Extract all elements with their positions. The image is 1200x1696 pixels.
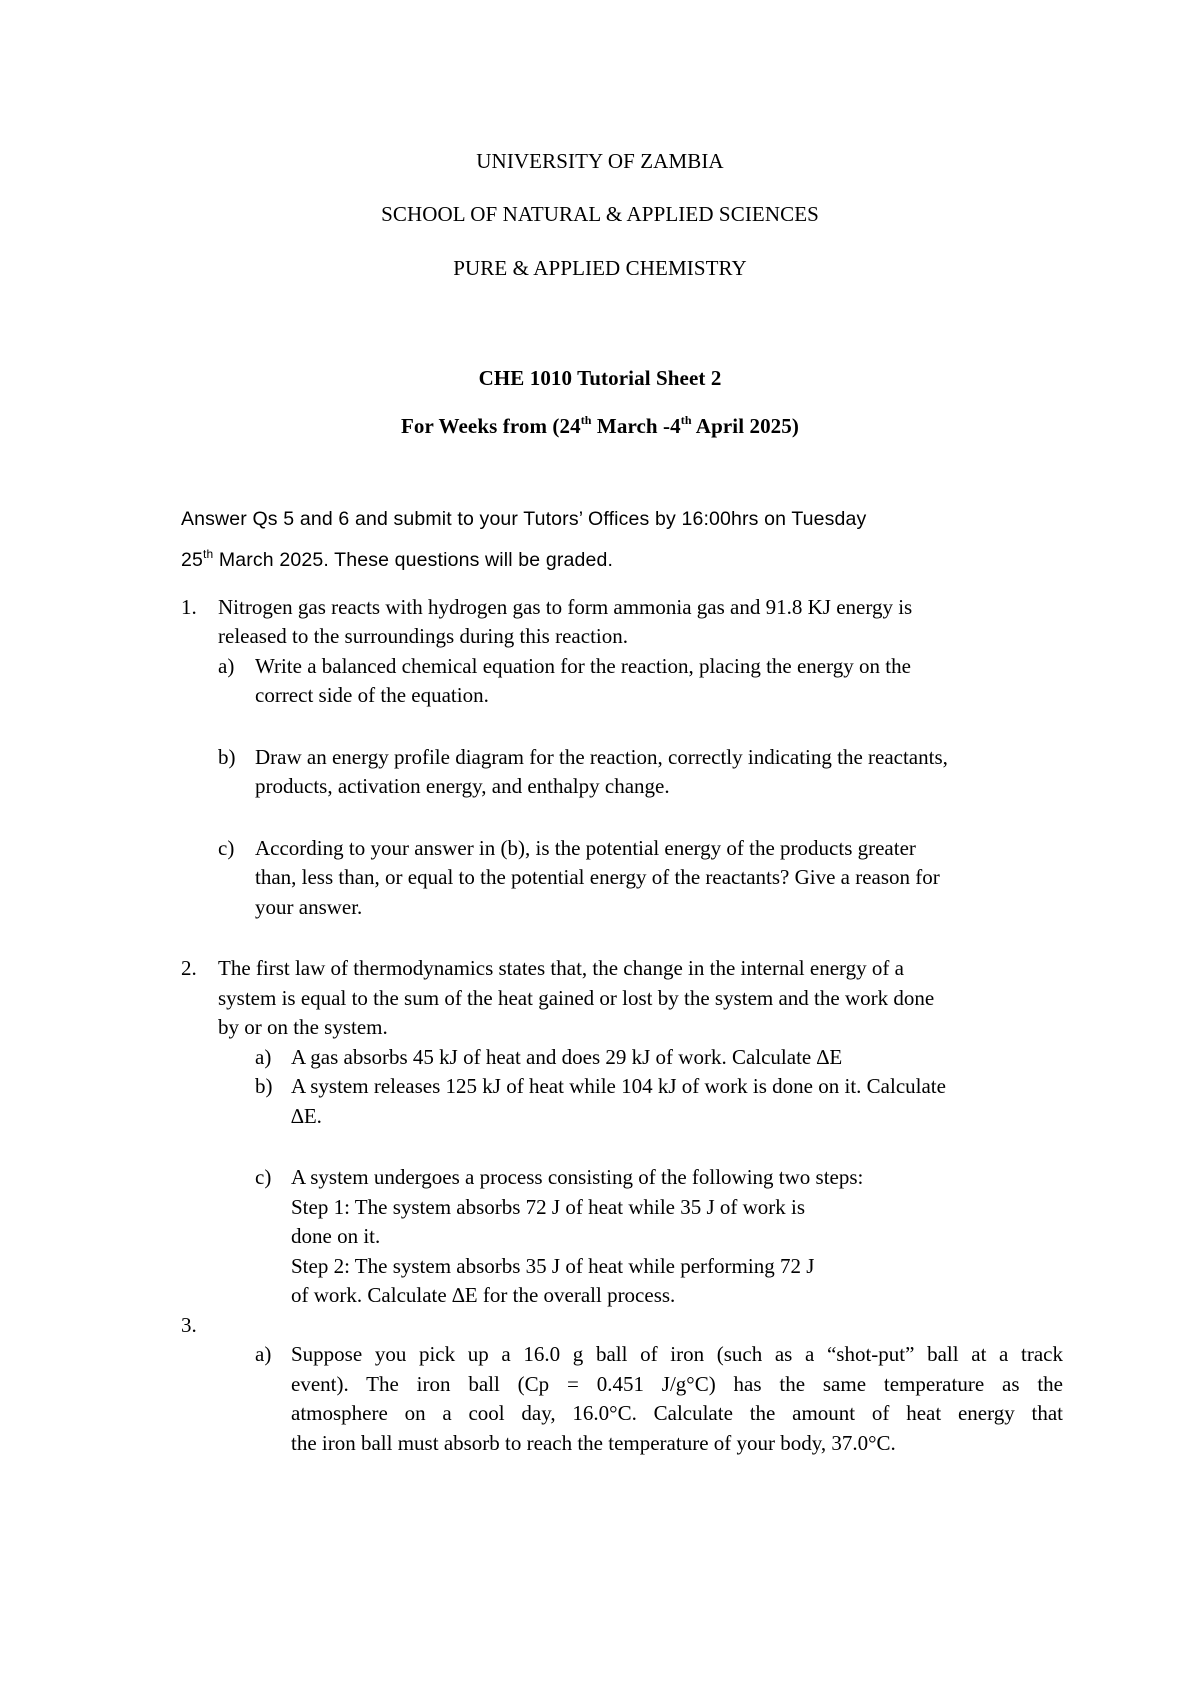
instructions-line-2: [181, 548, 1081, 572]
q3-number: 3.: [181, 1313, 197, 1337]
q1-number: 1.: [181, 595, 197, 619]
q2c-line-5: of work. Calculate ∆E for the overall process.: [291, 1283, 676, 1307]
q2-line-3: by or on the system.: [218, 1015, 388, 1039]
weeks-sup-1: th: [580, 413, 592, 427]
q2c-line-3: done on it.: [291, 1224, 381, 1248]
q1-line-1: Nitrogen gas reacts with hydrogen gas to form ammonia gas and 91.8 KJ energy is: [218, 595, 913, 619]
q3a-label: a): [255, 1342, 272, 1366]
weeks-suffix: April 2025): [691, 414, 799, 438]
q3a-line-1: Suppose you pick up a 16.0 g ball of iron (such as a “shot-put” ball at a track: [291, 1342, 1063, 1366]
q3a-line-4: the iron ball must absorb to reach the temperature of your body, 37.0°C.: [291, 1431, 896, 1455]
instructions-date-day: 25: [181, 549, 203, 571]
weeks-prefix: For Weeks from (24: [401, 414, 581, 438]
q1-line-2: released to the surroundings during this reaction.: [218, 624, 628, 648]
q1b-line-2: products, activation energy, and enthalpy change.: [255, 774, 670, 798]
weeks-middle: March -4: [591, 414, 681, 438]
q1b-line-1: Draw an energy profile diagram for the reaction, correctly indicating the reactants,: [255, 745, 948, 769]
instructions-line-1: Answer Qs 5 and 6 and submit to your Tutors’ Offices by 16:00hrs on Tuesday: [181, 508, 867, 530]
q2a-label: a): [255, 1045, 272, 1069]
q2a-text: A gas absorbs 45 kJ of heat and does 29 kJ of work. Calculate ∆E: [291, 1045, 843, 1069]
weeks-sup-2: th: [680, 413, 692, 427]
q2-line-2: system is equal to the sum of the heat gained or lost by the system and the work done: [218, 986, 935, 1010]
sheet-title: CHE 1010 Tutorial Sheet 2: [478, 366, 722, 390]
q1c-line-1: According to your answer in (b), is the potential energy of the products greater: [255, 836, 916, 860]
q1c-line-2: than, less than, or equal to the potential energy of the reactants? Give a reason for: [255, 865, 940, 889]
q2b-line-1: A system releases 125 kJ of heat while 104 kJ of work is done on it. Calculate: [291, 1074, 946, 1098]
q2-line-1: The first law of thermodynamics states that, the change in the internal energy of a: [218, 956, 904, 980]
q2c-line-2: Step 1: The system absorbs 72 J of heat while 35 J of work is: [291, 1195, 806, 1219]
q1a-line-2: correct side of the equation.: [255, 683, 489, 707]
q1c-label: c): [218, 836, 235, 860]
q2b-line-2: ∆E.: [291, 1104, 322, 1128]
q2-number: 2.: [181, 956, 197, 980]
q3a-line-3: atmosphere on a cool day, 16.0°C. Calculate the amount of heat energy that: [291, 1401, 1063, 1425]
school-name: SCHOOL OF NATURAL & APPLIED SCIENCES: [381, 202, 819, 226]
q1a-line-1: Write a balanced chemical equation for the reaction, placing the energy on the: [255, 654, 911, 678]
department-name: PURE & APPLIED CHEMISTRY: [453, 256, 747, 280]
weeks-range: [0, 413, 1200, 439]
q1a-label: a): [218, 654, 235, 678]
q1b-label: b): [218, 745, 236, 769]
instructions-date-sup: th: [203, 546, 214, 561]
q2c-label: c): [255, 1165, 272, 1189]
q3a-line-2: event). The iron ball (Cp = 0.451 J/g°C) has the same temperature as the: [291, 1372, 1063, 1396]
q2b-label: b): [255, 1074, 273, 1098]
q2c-line-1: A system undergoes a process consisting of the following two steps:: [291, 1165, 864, 1189]
university-name: UNIVERSITY OF ZAMBIA: [476, 149, 724, 173]
q1c-line-3: your answer.: [255, 895, 363, 919]
instructions-date-rest: March 2025. These questions will be graded.: [213, 549, 614, 571]
q2c-line-4: Step 2: The system absorbs 35 J of heat while performing 72 J: [291, 1254, 815, 1278]
